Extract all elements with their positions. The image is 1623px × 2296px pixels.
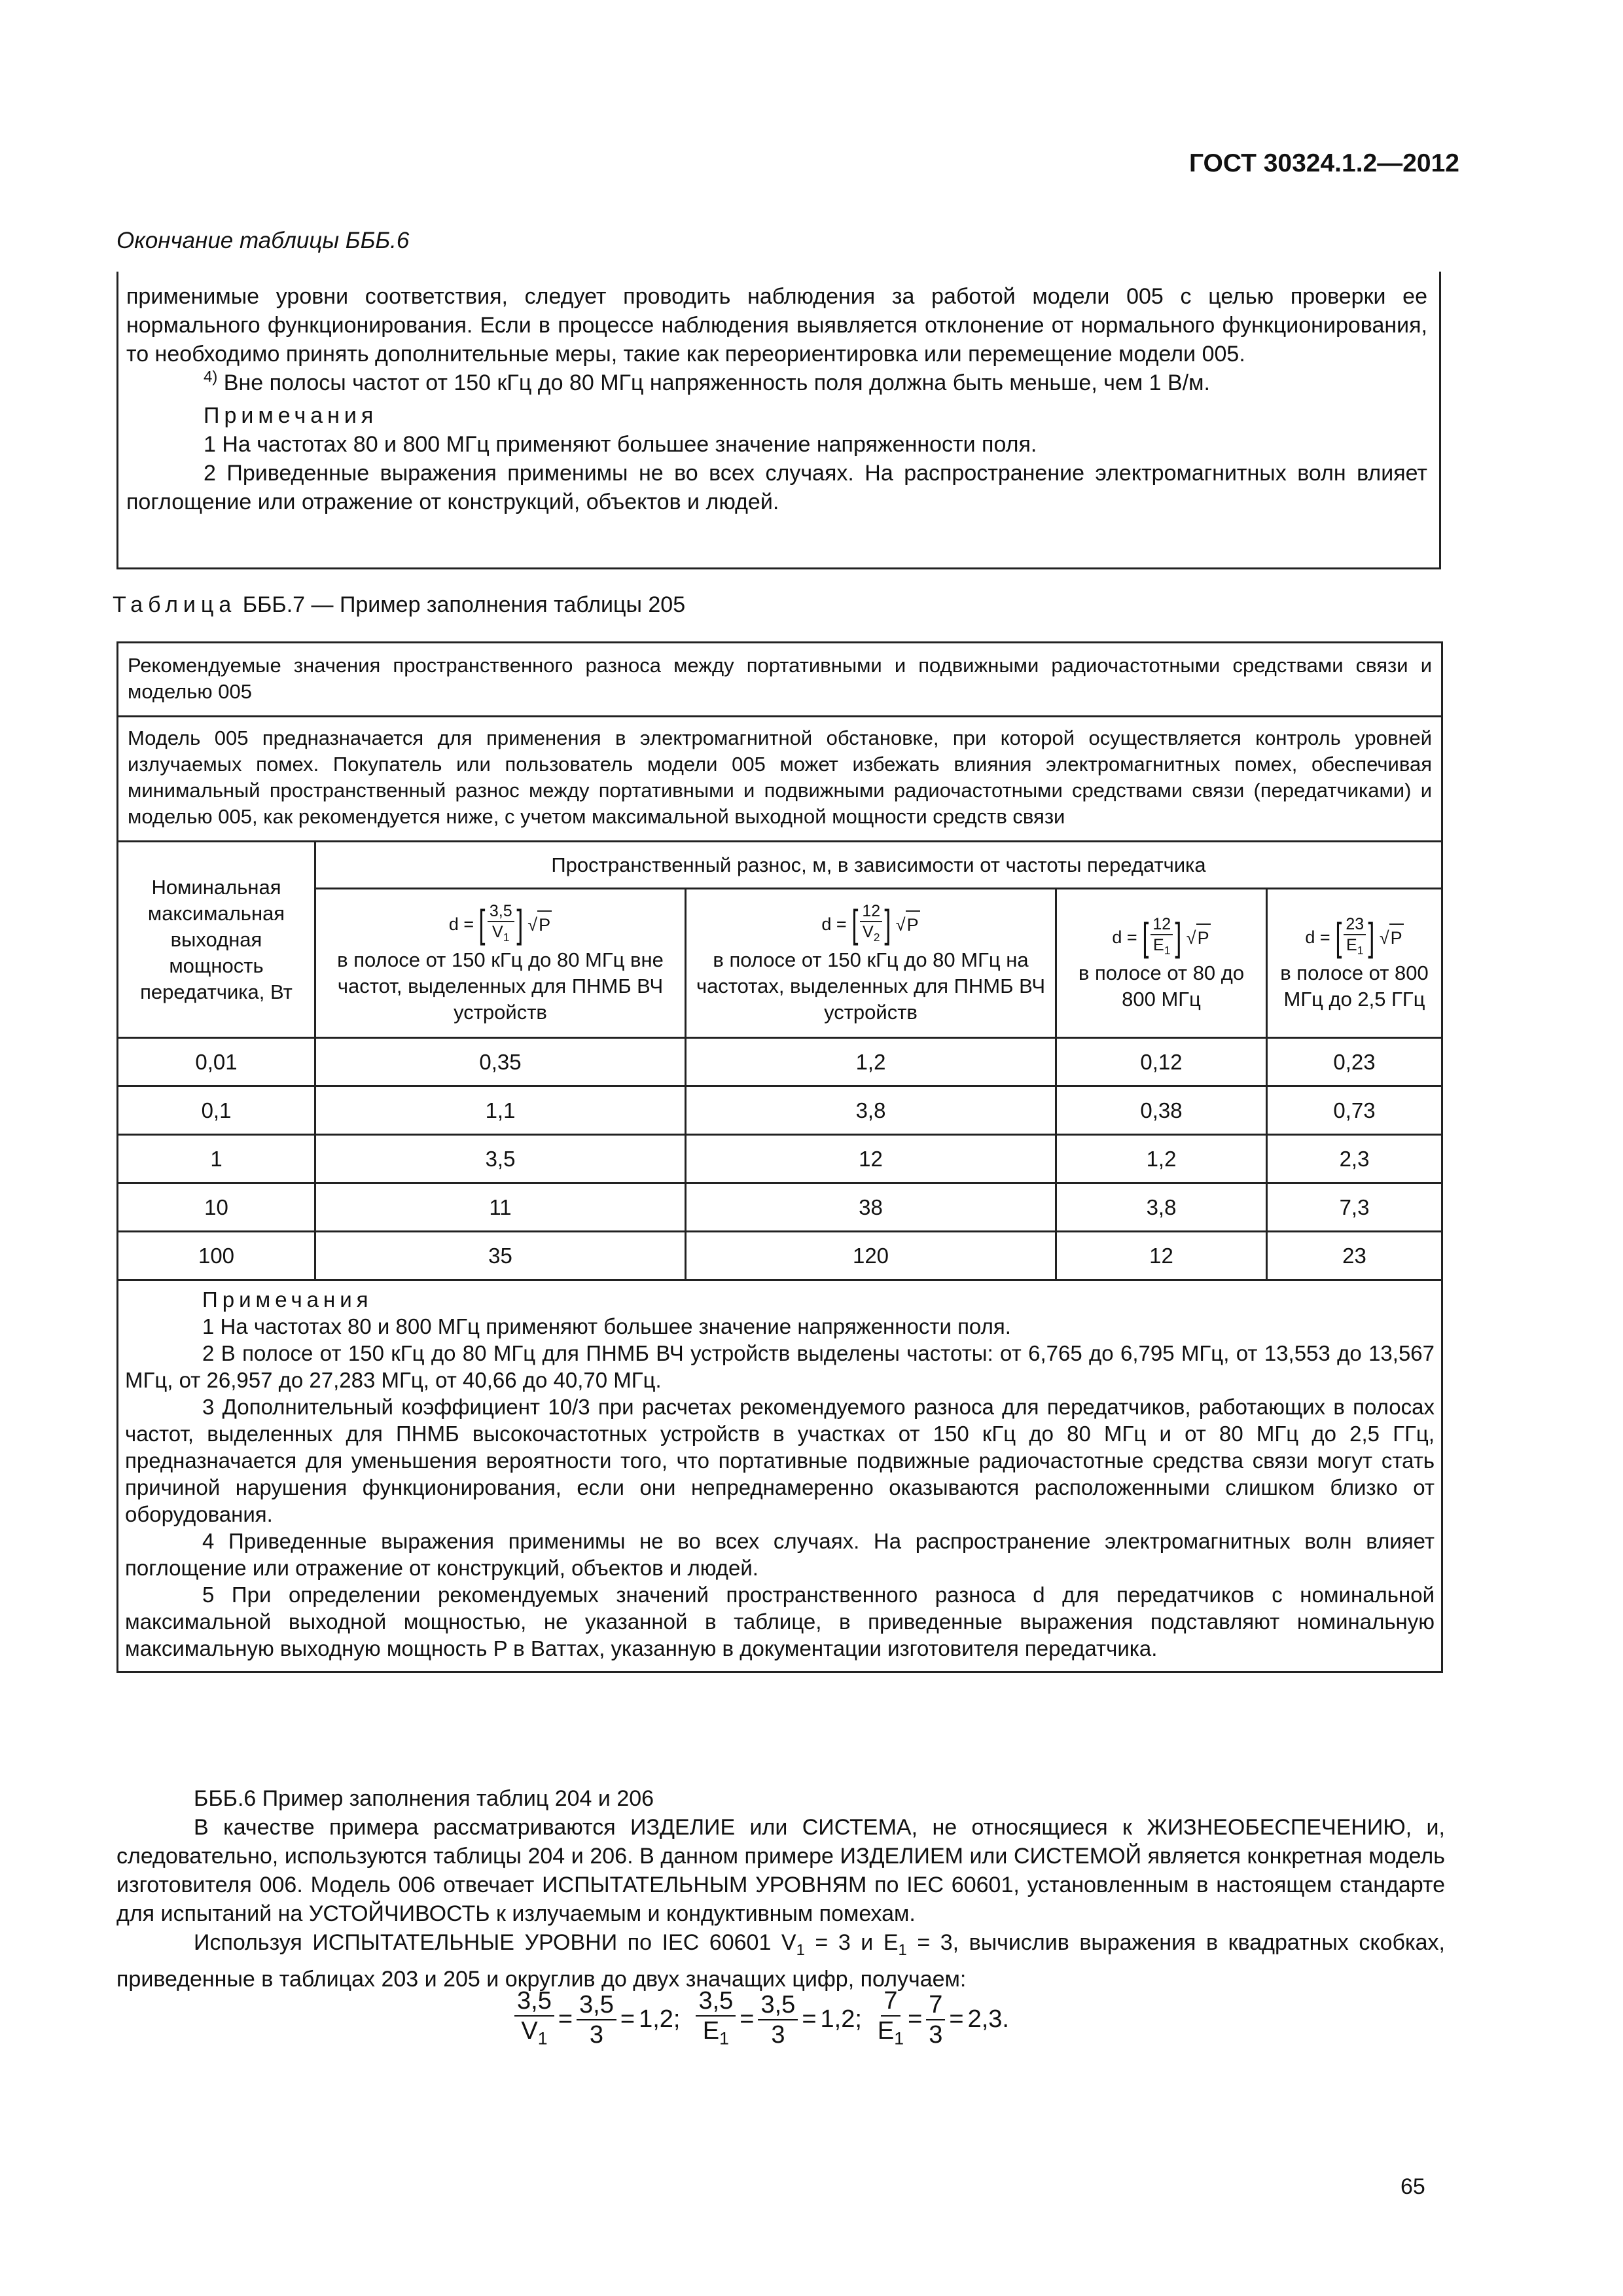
band-label: в полосе от 800 МГц до 2,5 ГГц	[1280, 961, 1429, 1011]
table-description-cell: Модель 005 предназначается для применения в электромагнитной обстановке, при которой осуществляется контроль уровней излучаемых помех. Покупатель или пользователь модели 005 может избежать влияния электромагнитных помех, обеспечивая минимальный пространственный разнос между портативными и подвижными радиочастотными средствами связи (передатчиками) и моделью 005, как рекомендуется ниже, с учетом максимальной выходной мощности средств связи	[118, 717, 1442, 842]
formula-d: d =	[448, 914, 474, 934]
fraction	[577, 1990, 616, 2049]
table-row	[118, 1232, 1442, 1280]
table-cell: 100	[118, 1232, 315, 1280]
equals-sign: =	[740, 2005, 755, 2034]
subscript: 1	[796, 1941, 805, 1959]
formula-num: 3,5	[488, 901, 514, 922]
formula-num: 12	[1150, 914, 1173, 935]
table-cell: 1,1	[315, 1086, 686, 1135]
table-cell: 23	[1267, 1232, 1442, 1280]
subscript: 1	[894, 2028, 904, 2049]
numerator: 3,5	[696, 1986, 736, 2017]
text-run: = 3, вычислив выражения в квадратных скобках, приведенные в таблицах 203 и 205 и округлив до двух значащих цифр, получаем:	[116, 1930, 1445, 1992]
notes-label: Примечания	[202, 1287, 373, 1312]
note-1: 1 На частотах 80 и 800 МГц применяют большее значение напряженности поля.	[204, 432, 1037, 457]
table-row	[118, 1183, 1442, 1232]
section-paragraph-1: В качестве примера рассматриваются ИЗДЕЛИЕ или СИСТЕМА, не относящиеся к ЖИЗНЕОБЕСПЕЧЕНИЮ, и, следовательно, используются таблицы 204 и 206. В данном примере ИЗДЕЛИЕМ или СИСТЕМОЙ является конкретная модель изготовителя 006. Модель 006 отвечает ИСПЫТАТЕЛЬНЫМ УРОВНЯМ по IEC 60601, установленным в настоящем стандарте для испытаний на УСТОЙЧИВОСТЬ к излучаемым и кондуктивным помехам.	[116, 1815, 1445, 1926]
table-cell: 0,35	[315, 1038, 686, 1086]
table-cell: 38	[686, 1183, 1056, 1232]
formula-sub: 1	[503, 930, 510, 944]
table-row	[118, 1280, 1442, 1672]
numerator: 3,5	[577, 1990, 616, 2020]
table-title	[113, 592, 685, 618]
table-cell: 0,23	[1267, 1038, 1442, 1086]
fraction	[696, 1986, 736, 2053]
table-word: Таблица	[113, 592, 237, 617]
band-header-2	[686, 889, 1056, 1038]
table-note: 3 Дополнительный коэффициент 10/3 при расчетах рекомендуемого разноса для передатчиков, работающих в полосах частот, выделенных для ПНМБ высокочастотных устройств в участках от 150 кГц до 80 МГц и от 80 МГц до 2,5 ГГц, предназначается для уменьшения вероятности того, что портативные подвижные радиочастотные средства связи могут стать причиной нарушения функционирования, если они непреднамеренно оказываются расположенными слишком близко от оборудования.	[125, 1395, 1435, 1526]
band-header-1	[315, 889, 686, 1038]
formula-d: d =	[821, 914, 847, 934]
subscript: 1	[719, 2028, 729, 2049]
text-run: Используя ИСПЫТАТЕЛЬНЫЕ УРОВНИ по IEC 60601 V	[194, 1930, 796, 1955]
formula-num: 12	[860, 901, 882, 922]
table-cell: 7,3	[1267, 1183, 1442, 1232]
table-cell: 3,8	[686, 1086, 1056, 1135]
equals-sign: =	[949, 2005, 964, 2034]
formula-3: d = [ $\frac{12}{E_1}$ ] √ P	[1112, 914, 1209, 959]
fraction	[514, 1986, 554, 2053]
numerator: 7	[926, 1990, 945, 2020]
table-cell: 2,3	[1267, 1135, 1442, 1183]
equals-sign: =	[802, 2005, 817, 2034]
formula-den: V	[492, 922, 503, 941]
formula-1: d = [ $\frac{3,5}{V_1}$ ] √ P	[448, 901, 551, 946]
formula-p: P	[537, 910, 552, 938]
table-cell: 0,73	[1267, 1086, 1442, 1135]
table-title-rest: БББ.7 — Пример заполнения таблицы 205	[236, 592, 686, 617]
formula-sub: 1	[1164, 943, 1171, 957]
formula-den: E	[1153, 935, 1164, 954]
table-notes-cell	[118, 1280, 1442, 1672]
band-label: в полосе от 150 кГц до 80 МГц вне частот, выделенных для ПНМБ ВЧ устройств	[337, 948, 664, 1024]
equals-sign: =	[908, 2005, 923, 2034]
formula-2: d = [ $\frac{12}{V_2}$ ] √ P	[821, 901, 919, 946]
denominator: V	[521, 2017, 538, 2045]
table-cell: 0,1	[118, 1086, 315, 1135]
table-cell: 120	[686, 1232, 1056, 1280]
table-cell: 35	[315, 1232, 686, 1280]
separation-table	[116, 641, 1443, 1673]
table-row	[118, 889, 1442, 1038]
denominator: 3	[589, 2020, 604, 2049]
result-value: 1,2;	[820, 2005, 862, 2034]
table-cell: 12	[686, 1135, 1056, 1183]
fraction	[926, 1990, 945, 2049]
section-block	[116, 1784, 1445, 1994]
footnote-mark: 4)	[204, 368, 218, 386]
footnote-4	[126, 368, 1427, 397]
formula-4: d = [ $\frac{23}{E_1}$ ] √ P	[1305, 914, 1402, 959]
formula-num: 23	[1344, 914, 1366, 935]
notes-label: Примечания	[204, 403, 378, 428]
table-cell: 10	[118, 1183, 315, 1232]
table-row	[118, 1086, 1442, 1135]
formula-d: d =	[1305, 927, 1330, 947]
fraction	[758, 1990, 798, 2049]
table-continuation-box	[116, 272, 1441, 569]
footnote-text: Вне полосы частот от 150 кГц до 80 МГц напряженность поля должна быть меньше, чем 1 В/м.	[223, 370, 1210, 395]
table-row	[118, 643, 1442, 717]
result-value: 2,3.	[967, 2005, 1009, 2034]
band-header-4	[1267, 889, 1442, 1038]
subscript: 1	[898, 1941, 907, 1959]
denominator: 3	[929, 2020, 943, 2049]
table-cell: 1,2	[686, 1038, 1056, 1086]
table-row	[118, 717, 1442, 842]
table-row	[118, 1038, 1442, 1086]
numerator: 3,5	[758, 1990, 798, 2020]
table-cell: 3,8	[1056, 1183, 1267, 1232]
note-2: 2 Приведенные выражения применимы не во всех случаях. На распространение электромагнитных волн влияет поглощение или отражение от конструкций, объектов и людей.	[126, 461, 1427, 514]
formula-den: E	[1346, 935, 1357, 954]
formula-den: V	[863, 922, 874, 941]
section-heading: БББ.6 Пример заполнения таблиц 204 и 206	[194, 1786, 654, 1811]
continuation-caption: Окончание таблицы БББ.6	[116, 228, 410, 253]
table-row	[118, 1135, 1442, 1183]
equals-sign: =	[558, 2005, 573, 2034]
table-cell: 0,38	[1056, 1086, 1267, 1135]
table-cell: 3,5	[315, 1135, 686, 1183]
table-note: 4 Приведенные выражения применимы не во всех случаях. На распространение электромагнитных волн влияет поглощение или отражение от конструкций, объектов и людей.	[125, 1529, 1435, 1580]
page-number: 65	[1400, 2174, 1425, 2199]
formula-sub: 1	[1357, 943, 1364, 957]
result-value: 1,2;	[639, 2005, 681, 2034]
denominator: 3	[771, 2020, 785, 2049]
formula-p: P	[906, 910, 920, 938]
band-label: в полосе от 150 кГц до 80 МГц на частотах, выделенных для ПНМБ ВЧ устройств	[696, 948, 1046, 1024]
formula-sub: 2	[873, 930, 880, 944]
table-cell: 11	[315, 1183, 686, 1232]
col-span-header: Пространственный разнос, м, в зависимости от частоты передатчика	[315, 842, 1442, 889]
table-heading-cell: Рекомендуемые значения пространственного разноса между портативными и подвижными радиочастотными средствами связи и моделью 005	[118, 643, 1442, 717]
table-note: 5 При определении рекомендуемых значений пространственного разноса d для передатчиков с номинальной максимальной выходной мощностью, не указанной в таблице, в приведенные выражения подставляют номинальную максимальную выходную мощность P в Ваттах, указанную в документации изготовителя передатчика.	[125, 1583, 1435, 1660]
table-cell: 0,01	[118, 1038, 315, 1086]
table-cell: 0,12	[1056, 1038, 1267, 1086]
fraction	[878, 1986, 904, 2053]
continuation-paragraph: применимые уровни соответствия, следует проводить наблюдения за работой модели 005 с целью проверки ее нормального функционирования. Если в процессе наблюдения выявляется отклонение от нормального функционирования, то необходимо принять дополнительные меры, такие как переориентировка или перемещение модели 005.	[126, 284, 1427, 367]
table-cell: 1,2	[1056, 1135, 1267, 1183]
denominator: E	[702, 2017, 720, 2045]
band-header-3	[1056, 889, 1267, 1038]
table-row	[118, 842, 1442, 889]
table-cell: 1	[118, 1135, 315, 1183]
numerator: 7	[881, 1986, 900, 2017]
text-run: = 3 и E	[804, 1930, 899, 1955]
table-note: 1 На частотах 80 и 800 МГц применяют большее значение напряженности поля.	[202, 1314, 1011, 1338]
band-label: в полосе от 80 до 800 МГц	[1078, 961, 1245, 1011]
equals-sign: =	[620, 2005, 635, 2034]
section-paragraph-2	[116, 1928, 1445, 1994]
formula-p: P	[1389, 924, 1404, 951]
result-formula	[510, 1986, 1013, 2053]
formula-p: P	[1196, 924, 1211, 951]
document-code: ГОСТ 30324.1.2—2012	[1188, 149, 1459, 177]
col-power-header: Номинальная максимальная выходная мощность передатчика, Вт	[118, 842, 315, 1038]
table-cell: 12	[1056, 1232, 1267, 1280]
subscript: 1	[537, 2028, 548, 2049]
formula-d: d =	[1112, 927, 1137, 947]
numerator: 3,5	[514, 1986, 554, 2017]
denominator: E	[877, 2017, 895, 2045]
table-note: 2 В полосе от 150 кГц до 80 МГц для ПНМБ ВЧ устройств выделены частоты: от 6,765 до 6,795 МГц, от 13,553 до 13,567 МГц, от 26,957 до 27,283 МГц, от 40,66 до 40,70 МГц.	[125, 1341, 1435, 1392]
